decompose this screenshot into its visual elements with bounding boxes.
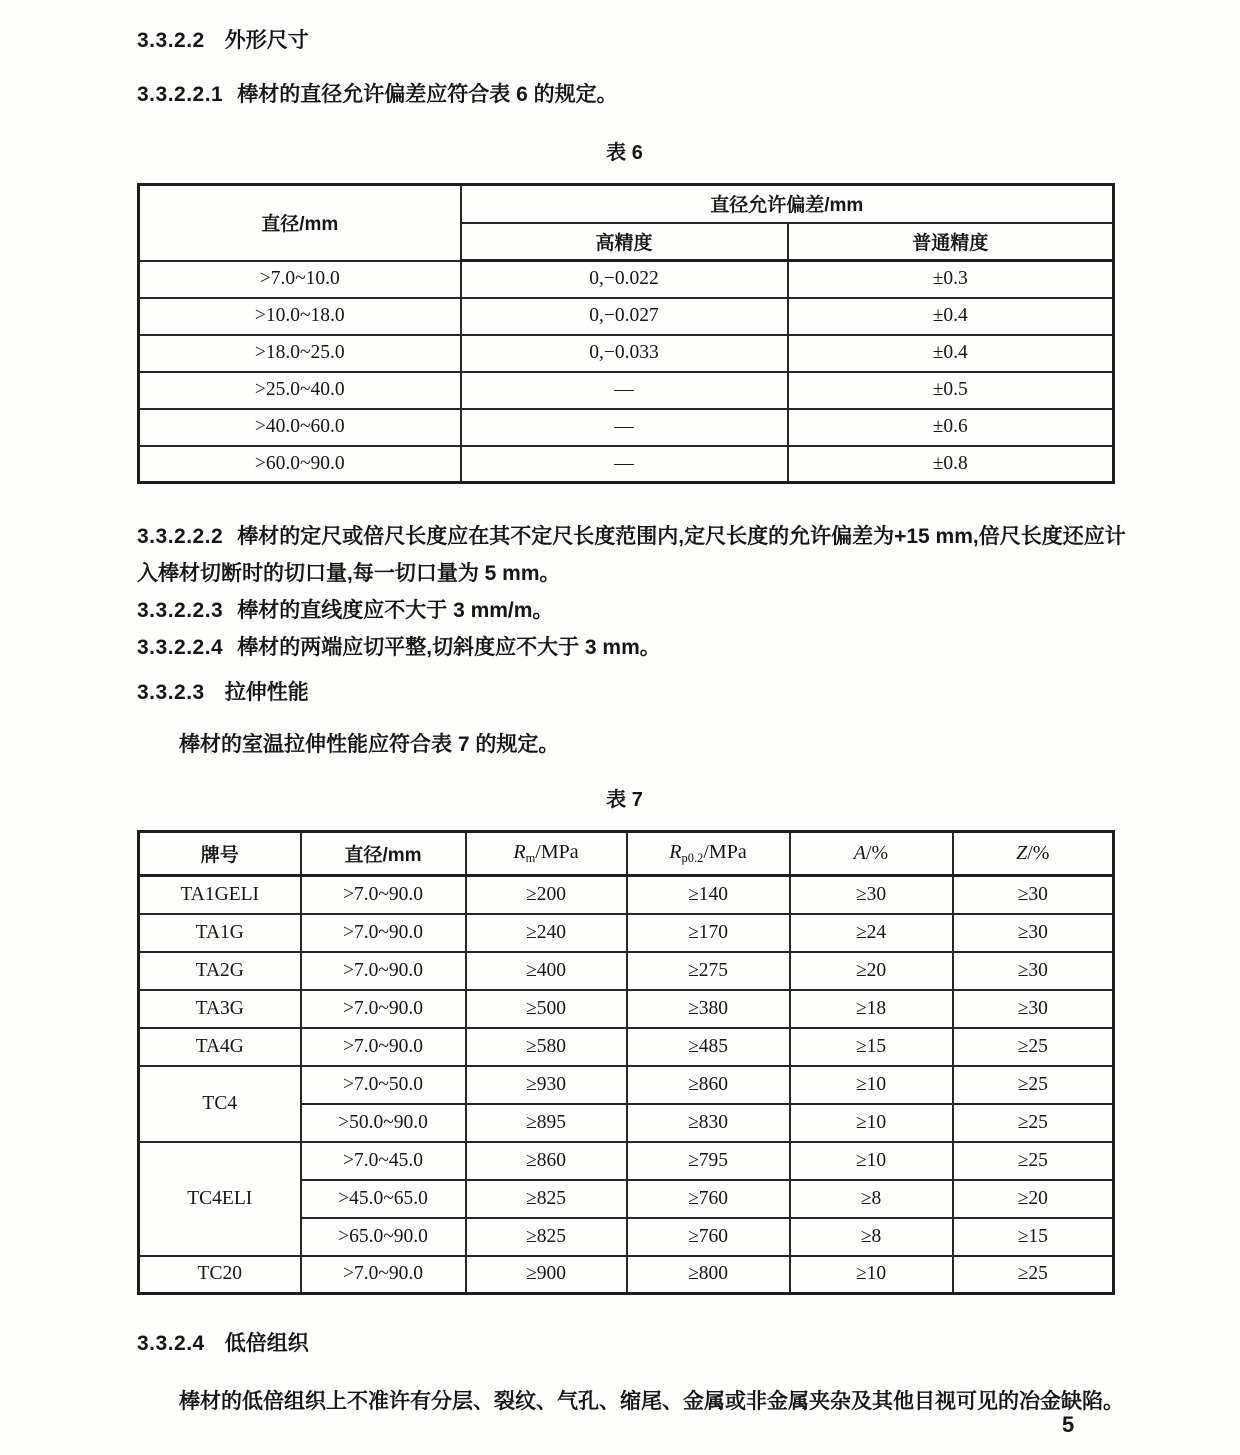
high-precision-cell: 0,−0.027 <box>461 298 788 335</box>
normal-precision-cell: ±0.8 <box>788 446 1114 483</box>
column-header-rm: $R_m$/MPa <box>466 832 627 876</box>
column-header-elongation: A/% <box>790 832 953 876</box>
normal-precision-cell: ±0.5 <box>788 372 1114 409</box>
table-row <box>139 372 1114 409</box>
clause-text: 棒材的两端应切平整,切斜度应不大于 3 mm。 <box>237 636 661 659</box>
table-row: TC4ELI >7.0~45.0 ≥860 ≥795 ≥10 ≥25 <box>139 1142 1114 1180</box>
section-title: 低倍组织 <box>224 1332 309 1355</box>
table-row: >50.0~90.0 ≥895 ≥830 ≥10 ≥25 <box>139 1104 1114 1142</box>
clause-text: 棒材的直线度应不大于 3 mm/m。 <box>237 599 554 622</box>
normal-precision-cell: ±0.4 <box>788 335 1114 372</box>
column-header-diameter: 直径/mm <box>301 832 466 876</box>
diameter-cell: >40.0~60.0 <box>139 409 461 446</box>
table-row: TC20 >7.0~90.0 ≥900 ≥800 ≥10 ≥25 <box>139 1256 1114 1294</box>
column-header-grade: 牌号 <box>139 832 301 876</box>
table-row <box>139 261 1114 298</box>
paragraph-macrostructure: 棒材的低倍组织上不准许有分层、裂纹、气孔、缩尾、金属或非金属夹杂及其他目视可见的冶金缺陷。 <box>179 1390 1124 1413</box>
column-header-high-precision: 高精度 <box>461 223 788 261</box>
normal-precision-cell: ±0.6 <box>788 409 1114 446</box>
clause-text: 棒材的定尺或倍尺长度应在其不定尺长度范围内,定尺长度的允许偏差为+15 mm,倍尺长度还应计入棒材切断时的切口量,每一切口量为 5 mm。 <box>137 525 1126 585</box>
clause-3-3-2-2-3 <box>137 592 1130 629</box>
grade-cell: TA3G <box>139 990 301 1028</box>
diameter-cell: >18.0~25.0 <box>139 335 461 372</box>
table7-caption: 表 7 <box>606 789 643 811</box>
section-number: 3.3.2.4 <box>137 1332 205 1355</box>
table-6 <box>137 183 1115 484</box>
clause-number: 3.3.2.2.3 <box>137 599 224 622</box>
table6-header-row <box>139 185 1114 223</box>
normal-precision-cell: ±0.3 <box>788 261 1114 298</box>
normal-precision-cell: ±0.4 <box>788 298 1114 335</box>
high-precision-cell: 0,−0.033 <box>461 335 788 372</box>
grade-cell: TC4ELI <box>139 1142 301 1256</box>
section-title: 拉伸性能 <box>224 681 309 704</box>
grade-cell: TC20 <box>139 1256 301 1294</box>
clause-number: 3.3.2.2.4 <box>137 636 224 659</box>
table7-header-row <box>139 832 1114 876</box>
clause-number: 3.3.2.2.1 <box>137 83 224 106</box>
table-row <box>139 409 1114 446</box>
diameter-cell: >60.0~90.0 <box>139 446 461 483</box>
section-number: 3.3.2.3 <box>137 681 205 704</box>
table-row: TA1G >7.0~90.0 ≥240 ≥170 ≥24 ≥30 <box>139 914 1114 952</box>
table-row: TA3G >7.0~90.0 ≥500 ≥380 ≥18 ≥30 <box>139 990 1114 1028</box>
high-precision-cell: 0,−0.022 <box>461 261 788 298</box>
section-heading-3-3-2-3 <box>137 680 1130 706</box>
clause-3-3-2-2-1 <box>137 76 1130 113</box>
clause-text: 棒材的直径允许偏差应符合表 6 的规定。 <box>237 83 618 106</box>
table-row: >45.0~65.0 ≥825 ≥760 ≥8 ≥20 <box>139 1180 1114 1218</box>
column-header-diameter: 直径/mm <box>139 185 461 261</box>
table-row <box>139 335 1114 372</box>
section-heading-3-3-2-2 <box>137 28 1130 54</box>
high-precision-cell: — <box>461 372 788 409</box>
clause-number: 3.3.2.2.2 <box>137 525 224 548</box>
column-header-reduction: Z/% <box>953 832 1114 876</box>
grade-cell: TA1G <box>139 914 301 952</box>
table-row <box>139 446 1114 483</box>
table-row: >65.0~90.0 ≥825 ≥760 ≥8 ≥15 <box>139 1218 1114 1256</box>
high-precision-cell: — <box>461 409 788 446</box>
table-row: TA1GELI >7.0~90.0 ≥200 ≥140 ≥30 ≥30 <box>139 876 1114 914</box>
grade-cell: TA4G <box>139 1028 301 1066</box>
grade-cell: TC4 <box>139 1066 301 1142</box>
page-number: 5 <box>1062 1412 1075 1437</box>
high-precision-cell: — <box>461 446 788 483</box>
section-title: 外形尺寸 <box>224 29 309 52</box>
diameter-cell: >7.0~10.0 <box>139 261 461 298</box>
table-row <box>139 298 1114 335</box>
table-row: TC4 >7.0~50.0 ≥930 ≥860 ≥10 ≥25 <box>139 1066 1114 1104</box>
table-row: TA2G >7.0~90.0 ≥400 ≥275 ≥20 ≥30 <box>139 952 1114 990</box>
diameter-cell: >10.0~18.0 <box>139 298 461 335</box>
table-7 <box>137 830 1115 1295</box>
column-header-rp02: $R_{p0.2}$/MPa <box>627 832 790 876</box>
clause-3-3-2-2-2 <box>137 518 1130 592</box>
table-row: TA4G >7.0~90.0 ≥580 ≥485 ≥15 ≥25 <box>139 1028 1114 1066</box>
section-number: 3.3.2.2 <box>137 29 205 52</box>
table6-caption: 表 6 <box>606 142 643 164</box>
diameter-cell: >25.0~40.0 <box>139 372 461 409</box>
grade-cell: TA1GELI <box>139 876 301 914</box>
column-header-deviation-group: 直径允许偏差/mm <box>461 185 1114 223</box>
grade-cell: TA2G <box>139 952 301 990</box>
section-heading-3-3-2-4 <box>137 1331 1130 1357</box>
clause-3-3-2-2-4 <box>137 629 1130 666</box>
paragraph-tensile-intro: 棒材的室温拉伸性能应符合表 7 的规定。 <box>179 733 560 756</box>
column-header-normal-precision: 普通精度 <box>788 223 1114 261</box>
